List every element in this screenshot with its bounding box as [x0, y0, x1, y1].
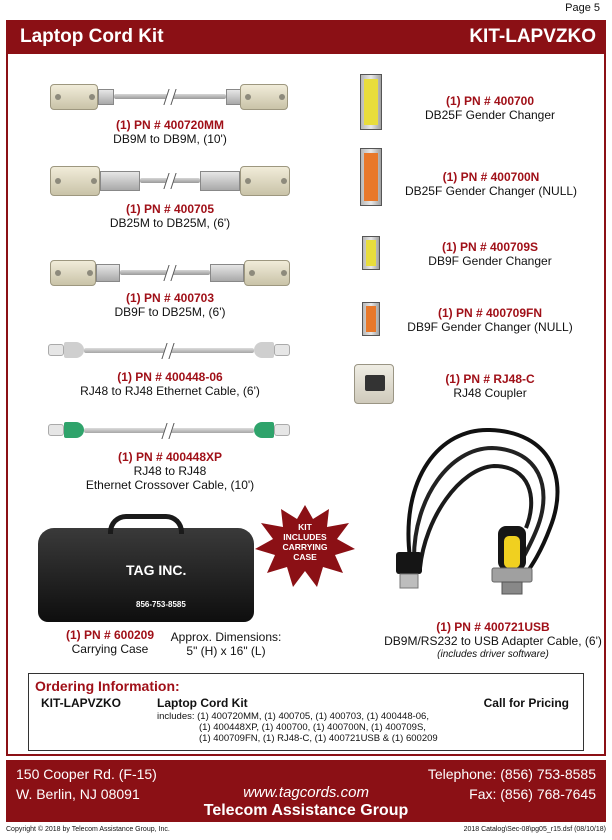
footer-telephone: Telephone: (856) 753-8585	[427, 766, 596, 782]
case-dimensions	[166, 630, 286, 658]
item-desc: RJ48 to RJ48 Ethernet Cable, (6')	[80, 384, 260, 398]
usb-adapter-cable-image	[380, 418, 580, 618]
item-desc: Carrying Case	[71, 642, 149, 656]
item-400703	[60, 291, 280, 319]
ordering-price: Call for Pricing	[483, 696, 569, 710]
item-400448xp	[50, 450, 290, 492]
case-logo: TAG INC.	[126, 562, 187, 578]
carrying-case-image	[38, 528, 254, 622]
footer-company: Telecom Assistance Group	[203, 802, 409, 819]
item-pn: (1) PN # RJ48-C	[445, 372, 535, 386]
item-desc: DB9F to DB25M, (6')	[114, 305, 226, 319]
includes-line: (1) 400448XP, (1) 400700, (1) 400700N, (1) 400709S,	[199, 722, 426, 733]
item-desc: DB25F Gender Changer (NULL)	[404, 184, 578, 198]
item-desc: DB9F Gender Changer (NULL)	[407, 320, 573, 334]
page-title: Laptop Cord Kit	[20, 26, 164, 47]
item-desc-line-2: Ethernet Crossover Cable, (10')	[85, 478, 255, 492]
item-400705	[60, 202, 280, 230]
item-desc: DB9M/RS232 to USB Adapter Cable, (6')	[384, 634, 602, 648]
item-desc: DB9M to DB9M, (10')	[113, 132, 227, 146]
starburst-line: CARRYING	[282, 542, 328, 552]
item-600209	[40, 628, 180, 656]
db9f-db25m-cable-image	[50, 256, 290, 290]
db25m-db25m-cable-image	[50, 162, 290, 200]
kit-code: KIT-LAPVZKO	[469, 26, 596, 47]
file-info: 2018 Catalog\Sec-08\pg05_r15.dsf (08/10/18)	[463, 826, 606, 833]
item-400720mm	[60, 118, 280, 146]
item-desc-line-1: RJ48 to RJ48	[133, 464, 207, 478]
item-pn: (1) PN # 400700	[445, 94, 535, 108]
item-400700	[390, 94, 590, 122]
item-pn: (1) PN # 400705	[125, 202, 215, 216]
db9m-db9m-cable-image	[50, 80, 290, 114]
item-note: (includes driver software)	[437, 649, 549, 660]
rj48-coupler-image	[354, 364, 394, 404]
ordering-kit-name: Laptop Cord Kit	[157, 696, 248, 710]
item-rj48-c	[390, 372, 590, 400]
rj48-ethernet-cable-image	[48, 340, 292, 362]
dims-label: Approx. Dimensions:	[170, 630, 282, 644]
item-desc: RJ48 Coupler	[453, 386, 527, 400]
item-400448-06	[50, 370, 290, 398]
ordering-includes	[157, 711, 497, 744]
starburst-line: CASE	[293, 552, 317, 562]
item-pn: (1) PN # 400721USB	[436, 620, 550, 634]
includes-line: (1) 400709FN, (1) RJ48-C, (1) 400721USB & (1) 600209	[199, 733, 438, 744]
starburst-line: KIT	[298, 522, 312, 532]
item-400700n	[384, 170, 598, 198]
item-pn: (1) PN # 400720MM	[115, 118, 225, 132]
header-bar	[6, 20, 606, 54]
case-phone: 856-753-8585	[136, 600, 186, 609]
item-pn: (1) PN # 400709FN	[437, 306, 543, 320]
db9f-gender-changer-image	[362, 236, 380, 270]
item-desc: DB25M to DB25M, (6')	[109, 216, 231, 230]
item-pn: (1) PN # 400448XP	[117, 450, 223, 464]
item-pn: (1) PN # 400448-06	[117, 370, 223, 384]
db25f-gender-changer-image	[360, 74, 382, 130]
db25f-null-gender-changer-image	[360, 148, 382, 206]
item-pn: (1) PN # 600209	[65, 628, 155, 642]
item-desc: DB25F Gender Changer	[424, 108, 556, 122]
item-desc: DB9F Gender Changer	[428, 254, 552, 268]
copyright: Copyright © 2018 by Telecom Assistance Group, Inc.	[6, 826, 170, 833]
item-400721usb	[380, 620, 606, 662]
footer-address-2: W. Berlin, NJ 08091	[16, 786, 140, 802]
includes-line: includes: (1) 400720MM, (1) 400705, (1) 400703, (1) 400448-06,	[157, 711, 429, 722]
item-pn: (1) PN # 400700N	[442, 170, 540, 184]
footer-bar	[6, 760, 606, 822]
item-pn: (1) PN # 400709S	[441, 240, 539, 254]
footer-website: www.tagcords.com	[243, 784, 369, 801]
footer-fax: Fax: (856) 768-7645	[469, 786, 596, 802]
rj48-crossover-cable-image	[48, 420, 292, 442]
dims-value: 5" (H) x 16" (L)	[186, 644, 266, 658]
item-pn: (1) PN # 400703	[125, 291, 215, 305]
db9f-null-gender-changer-image	[362, 302, 380, 336]
item-400709s	[390, 240, 590, 268]
footer-address-1: 150 Cooper Rd. (F-15)	[16, 766, 157, 782]
item-400709fn	[390, 306, 590, 334]
starburst-text	[270, 522, 340, 562]
ordering-title: Ordering Information:	[35, 678, 180, 694]
ordering-kit-code: KIT-LAPVZKO	[41, 696, 121, 710]
page-number: Page 5	[565, 2, 600, 14]
starburst-line: INCLUDES	[283, 532, 327, 542]
ordering-info-box	[28, 673, 584, 751]
